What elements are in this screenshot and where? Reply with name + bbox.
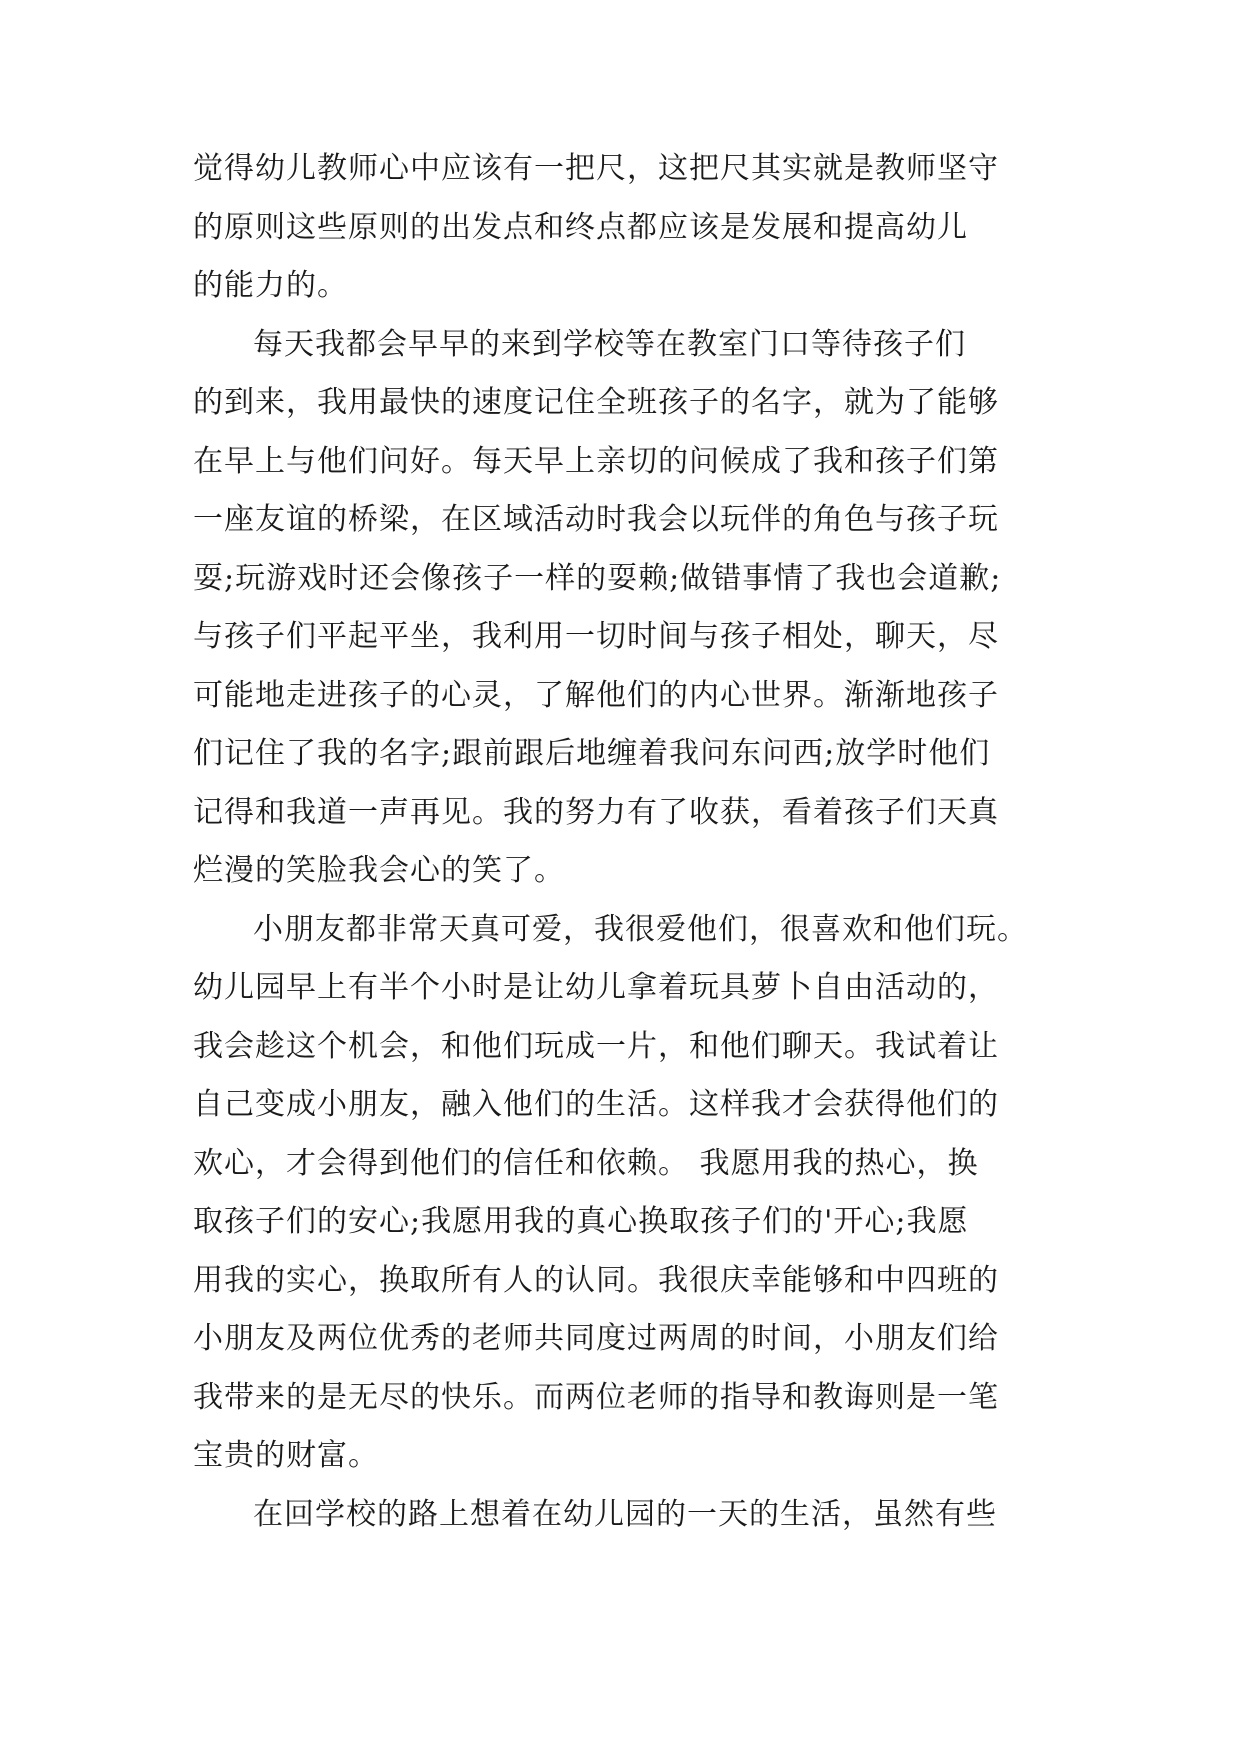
text-line: 的原则这些原则的出发点和终点都应该是发展和提高幼儿 <box>193 209 968 245</box>
text-line: 用我的实心，换取所有人的认同。我很庆幸能够和中四班的 <box>193 1262 999 1298</box>
text-line: 自己变成小朋友，融入他们的生活。这样我才会获得他们的 <box>193 1087 999 1122</box>
text-line: 我带来的是无尽的快乐。而两位老师的指导和教诲则是一笔 <box>193 1379 999 1415</box>
text-line: 欢心，才会得到他们的信任和依赖。 我愿用我的热心，换 <box>193 1145 979 1181</box>
text-line: 觉得幼儿教师心中应该有一把尺，这把尺其实就是教师坚守 <box>193 151 999 186</box>
text-line: 与孩子们平起平坐，我利用一切时间与孩子相处，聊天，尽 <box>193 619 999 654</box>
text-line: 们记住了我的名字;跟前跟后地缠着我问东问西;放学时他们 <box>193 736 991 771</box>
text-line: 耍;玩游戏时还会像孩子一样的耍赖;做错事情了我也会道歉; <box>193 560 1002 596</box>
text-line: 我会趁这个机会，和他们玩成一片，和他们聊天。我试着让 <box>193 1028 999 1064</box>
text-line: 取孩子们的安心;我愿用我的真心换取孩子们的'开心;我愿 <box>193 1204 969 1239</box>
text-line: 一座友谊的桥梁，在区域活动时我会以玩伴的角色与孩子玩 <box>193 502 999 537</box>
text-line: 的到来，我用最快的速度记住全班孩子的名字，就为了能够 <box>193 385 999 420</box>
text-line: 在回学校的路上想着在幼儿园的一天的生活，虽然有些 <box>253 1496 997 1532</box>
text-line: 烂漫的笑脸我会心的笑了。 <box>193 853 565 888</box>
body-text <box>193 140 1053 1544</box>
text-line: 幼儿园早上有半个小时是让幼儿拿着玩具萝卜自由活动的， <box>193 970 999 1005</box>
text-line: 小朋友及两位优秀的老师共同度过两周的时间，小朋友们给 <box>193 1321 999 1356</box>
text-line: 宝贵的财富。 <box>193 1438 379 1473</box>
text-line: 可能地走进孩子的心灵，了解他们的内心世界。渐渐地孩子 <box>193 677 999 713</box>
text-line: 的能力的。 <box>193 268 348 303</box>
text-line: 小朋友都非常天真可爱，我很爱他们，很喜欢和他们玩。 <box>253 911 1028 947</box>
text-line: 每天我都会早早的来到学校等在教室门口等待孩子们 <box>253 326 966 362</box>
text-line: 在早上与他们问好。每天早上亲切的问候成了我和孩子们第 <box>193 443 999 479</box>
text-line: 记得和我道一声再见。我的努力有了收获，看着孩子们天真 <box>193 794 999 830</box>
